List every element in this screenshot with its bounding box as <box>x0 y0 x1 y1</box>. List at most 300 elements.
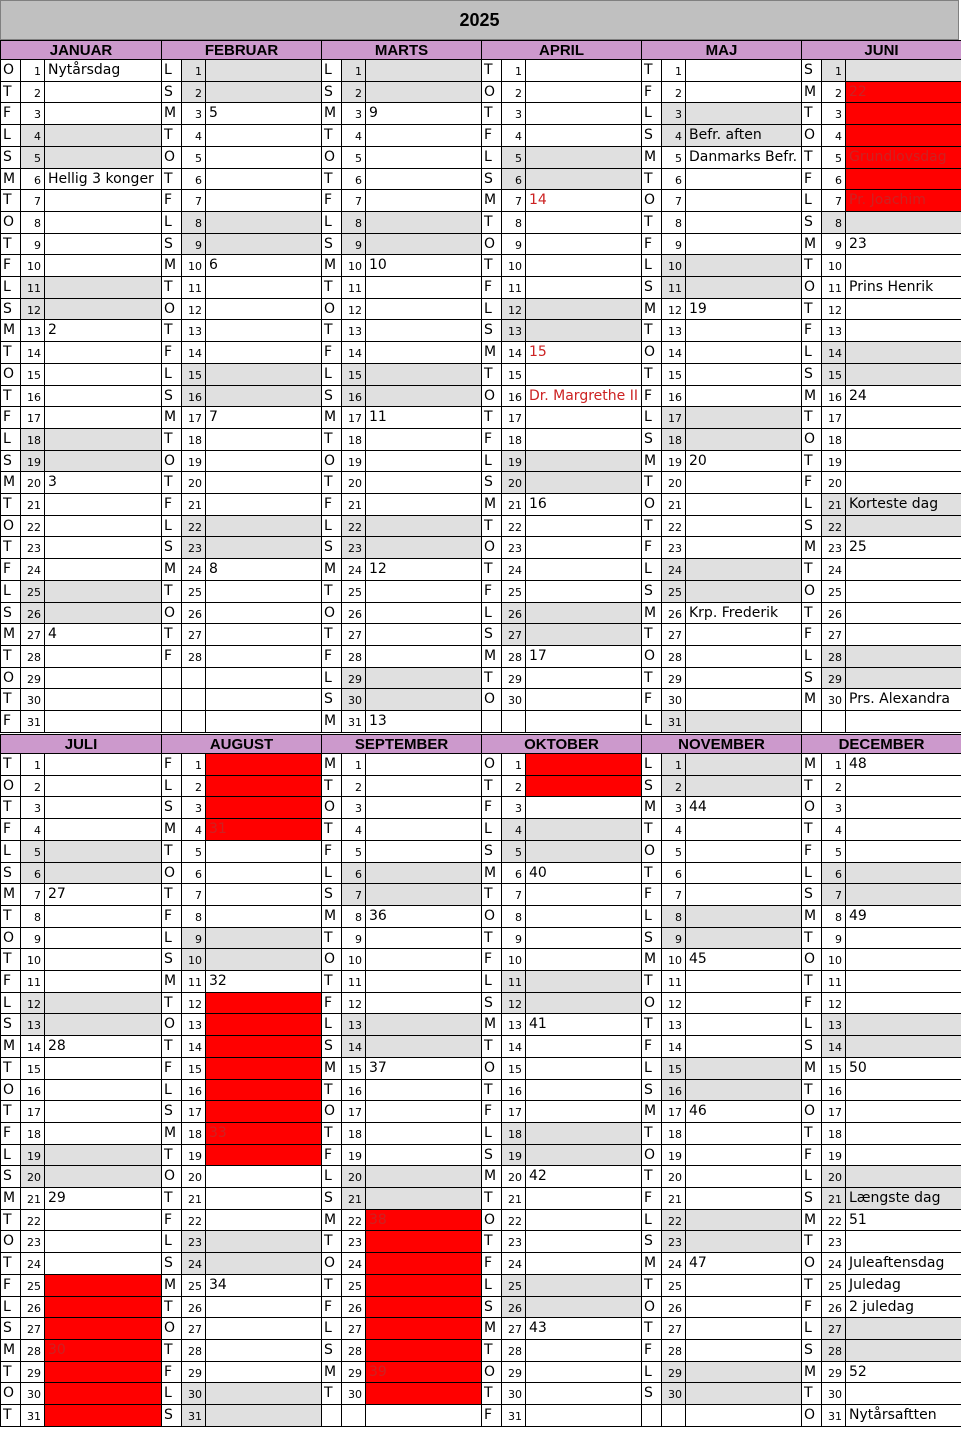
day-note <box>686 1145 801 1166</box>
day-number: 5 <box>502 841 526 862</box>
day-row <box>162 603 321 625</box>
day-note <box>526 125 641 146</box>
day-number: 14 <box>662 342 686 363</box>
day-row <box>1 190 161 212</box>
day-note <box>45 1166 161 1187</box>
day-number: 13 <box>342 1014 366 1035</box>
weekday-letter: S <box>642 1383 662 1404</box>
day-row <box>1 429 161 451</box>
day-row <box>482 819 641 841</box>
day-number: 8 <box>662 212 686 233</box>
day-number: 6 <box>21 169 45 190</box>
day-row <box>482 1383 641 1405</box>
day-note <box>526 906 641 927</box>
weekday-letter: L <box>322 516 342 537</box>
day-note: 48 <box>849 756 867 772</box>
weekday-letter: F <box>482 429 502 450</box>
day-row <box>1 1318 161 1340</box>
day-number: 19 <box>502 1145 526 1166</box>
day-number <box>502 711 526 732</box>
day-row <box>642 537 801 559</box>
day-number: 7 <box>662 884 686 905</box>
day-row <box>322 1275 481 1297</box>
month-februar <box>161 40 321 733</box>
day-row <box>802 949 961 971</box>
day-note <box>846 624 961 645</box>
day-number: 11 <box>182 971 206 992</box>
day-row <box>802 342 961 364</box>
day-row <box>1 234 161 256</box>
day-note <box>45 819 161 840</box>
weekday-letter: L <box>642 559 662 580</box>
day-number: 12 <box>182 299 206 320</box>
day-number: 11 <box>822 971 846 992</box>
day-note <box>45 147 161 168</box>
day-row <box>642 559 801 581</box>
day-row <box>322 581 481 603</box>
day-note <box>526 884 641 905</box>
day-note: 9 <box>369 105 378 122</box>
weekday-letter: S <box>482 169 502 190</box>
day-note <box>45 646 161 667</box>
day-number: 15 <box>662 364 686 385</box>
weekday-letter: M <box>802 386 822 407</box>
day-row <box>802 776 961 798</box>
day-note: 28 <box>48 1038 66 1055</box>
day-note <box>45 1405 161 1426</box>
day-row <box>482 234 641 256</box>
day-row <box>162 320 321 342</box>
day-number: 24 <box>342 1253 366 1274</box>
day-number: 30 <box>182 1383 206 1404</box>
weekday-letter: T <box>642 1014 662 1035</box>
weekday-letter: L <box>642 754 662 775</box>
day-number: 25 <box>342 581 366 602</box>
weekday-letter: F <box>642 884 662 905</box>
day-number: 14 <box>502 1036 526 1057</box>
day-row <box>802 1166 961 1188</box>
day-note <box>45 82 161 103</box>
day-number: 12 <box>662 299 686 320</box>
day-note: 38 <box>366 1210 481 1231</box>
weekday-letter: S <box>322 884 342 905</box>
day-number: 17 <box>182 1101 206 1122</box>
day-number: 25 <box>822 581 846 602</box>
day-row <box>802 255 961 277</box>
day-number: 13 <box>21 1014 45 1035</box>
weekday-letter: F <box>802 472 822 493</box>
day-row <box>1 819 161 841</box>
day-note <box>686 1188 801 1209</box>
day-number: 12 <box>342 299 366 320</box>
day-row <box>642 147 801 169</box>
day-number: 1 <box>502 60 526 81</box>
day-note <box>526 1123 641 1144</box>
day-number: 28 <box>822 646 846 667</box>
weekday-letter: T <box>482 1188 502 1209</box>
day-number: 26 <box>21 1297 45 1318</box>
day-number: 13 <box>21 320 45 341</box>
day-row <box>802 451 961 473</box>
day-note: Juleaftensdag <box>849 1255 945 1272</box>
day-note <box>206 429 321 450</box>
day-number: 25 <box>662 581 686 602</box>
day-row <box>1 646 161 668</box>
weekday-letter: O <box>642 993 662 1014</box>
weekday-letter: T <box>802 559 822 580</box>
day-row <box>162 1166 321 1188</box>
day-row <box>802 863 961 885</box>
day-number: 4 <box>662 819 686 840</box>
day-row <box>802 537 961 559</box>
weekday-letter: S <box>482 624 502 645</box>
day-number: 22 <box>21 1210 45 1231</box>
day-row <box>162 103 321 125</box>
day-row <box>1 754 161 776</box>
weekday-letter: T <box>322 125 342 146</box>
day-note <box>686 1058 801 1079</box>
day-row <box>482 581 641 603</box>
weekday-letter: L <box>322 212 342 233</box>
day-row <box>162 516 321 538</box>
day-row <box>162 169 321 191</box>
day-note <box>45 1123 161 1144</box>
day-note <box>45 407 161 428</box>
day-number <box>182 689 206 710</box>
day-note <box>206 646 321 667</box>
day-note <box>206 1383 321 1404</box>
day-row <box>802 472 961 494</box>
day-note: 32 <box>209 973 227 990</box>
weekday-letter: T <box>482 407 502 428</box>
day-note <box>526 1231 641 1252</box>
weekday-letter: O <box>162 1014 182 1035</box>
day-row <box>642 60 801 82</box>
day-row <box>482 906 641 928</box>
day-number: 25 <box>182 1275 206 1296</box>
day-row <box>162 863 321 885</box>
weekday-letter: O <box>322 147 342 168</box>
weekday-letter: F <box>642 1188 662 1209</box>
weekday-letter: O <box>322 299 342 320</box>
day-note <box>526 277 641 298</box>
day-note <box>526 82 641 103</box>
day-note <box>846 797 961 818</box>
day-note <box>45 1275 161 1296</box>
day-row <box>482 993 641 1015</box>
day-row <box>802 928 961 950</box>
weekday-letter: F <box>1 103 21 124</box>
day-row <box>162 1340 321 1362</box>
weekday-letter: T <box>802 299 822 320</box>
day-row <box>1 103 161 125</box>
weekday-letter: L <box>322 1014 342 1035</box>
day-number: 25 <box>662 1275 686 1296</box>
day-note: 47 <box>689 1255 707 1272</box>
weekday-letter: F <box>322 342 342 363</box>
weekday-letter <box>162 668 182 689</box>
weekday-letter: T <box>642 1318 662 1339</box>
weekday-letter: S <box>802 1340 822 1361</box>
weekday-letter: M <box>162 819 182 840</box>
day-row <box>1 1383 161 1405</box>
weekday-letter: L <box>482 819 502 840</box>
day-note <box>366 1253 481 1274</box>
weekday-letter: O <box>322 451 342 472</box>
day-note: Prs. Alexandra <box>849 691 950 708</box>
day-row <box>322 169 481 191</box>
day-note <box>686 1231 801 1252</box>
weekday-letter: T <box>642 819 662 840</box>
weekday-letter: O <box>1 776 21 797</box>
weekday-letter: S <box>1 451 21 472</box>
day-row <box>1 1231 161 1253</box>
day-row <box>1 797 161 819</box>
day-number: 13 <box>182 320 206 341</box>
day-number: 30 <box>342 689 366 710</box>
first-half-year <box>0 40 961 734</box>
day-row <box>322 754 481 776</box>
weekday-letter: F <box>322 1297 342 1318</box>
day-number: 1 <box>21 60 45 81</box>
day-note <box>686 60 801 81</box>
day-number: 20 <box>182 1166 206 1187</box>
day-number: 22 <box>822 516 846 537</box>
day-row <box>1 1405 161 1427</box>
day-number: 6 <box>662 169 686 190</box>
day-note <box>366 472 481 493</box>
day-note: 12 <box>369 561 387 578</box>
weekday-letter: F <box>162 1362 182 1383</box>
day-note: 34 <box>209 1276 227 1293</box>
weekday-letter: T <box>802 1275 822 1296</box>
weekday-letter: S <box>642 1080 662 1101</box>
day-row <box>322 1210 481 1232</box>
day-number: 18 <box>342 429 366 450</box>
day-note <box>526 516 641 537</box>
day-row <box>482 689 641 711</box>
weekday-letter: M <box>802 906 822 927</box>
day-row <box>322 190 481 212</box>
day-note <box>366 668 481 689</box>
day-note: 3 <box>48 474 57 491</box>
day-number: 6 <box>182 863 206 884</box>
weekday-letter: T <box>162 624 182 645</box>
weekday-letter: L <box>1 1145 21 1166</box>
day-row <box>322 646 481 668</box>
weekday-letter: O <box>482 1058 502 1079</box>
weekday-letter: O <box>642 841 662 862</box>
day-number: 8 <box>342 212 366 233</box>
day-row <box>482 1210 641 1232</box>
day-row <box>1 1362 161 1384</box>
day-note <box>206 190 321 211</box>
day-row <box>482 364 641 386</box>
day-number: 11 <box>21 971 45 992</box>
day-row <box>322 624 481 646</box>
month-header: JUNI <box>802 40 961 60</box>
day-row <box>1 472 161 494</box>
day-row <box>162 494 321 516</box>
day-number: 20 <box>822 472 846 493</box>
day-number: 23 <box>502 537 526 558</box>
day-row <box>642 82 801 104</box>
day-row <box>162 1036 321 1058</box>
day-number: 4 <box>502 819 526 840</box>
day-number: 16 <box>502 386 526 407</box>
day-row <box>642 971 801 993</box>
day-row <box>162 386 321 408</box>
weekday-letter: T <box>1 1058 21 1079</box>
day-number: 31 <box>342 711 366 732</box>
weekday-letter: F <box>1 819 21 840</box>
day-note <box>366 1297 481 1318</box>
day-note <box>526 1080 641 1101</box>
day-number: 15 <box>21 1058 45 1079</box>
weekday-letter: L <box>1 581 21 602</box>
day-note <box>686 342 801 363</box>
day-note: 22 <box>846 82 961 103</box>
day-number: 29 <box>822 1362 846 1383</box>
weekday-letter: T <box>802 1231 822 1252</box>
weekday-letter: F <box>802 320 822 341</box>
day-number: 29 <box>21 1362 45 1383</box>
day-number: 22 <box>342 516 366 537</box>
day-number: 6 <box>502 863 526 884</box>
day-row <box>1 299 161 321</box>
day-row <box>1 1123 161 1145</box>
day-row <box>802 60 961 82</box>
day-row <box>802 1275 961 1297</box>
day-note <box>45 559 161 580</box>
weekday-letter: F <box>1 711 21 732</box>
weekday-letter: F <box>162 1058 182 1079</box>
weekday-letter: L <box>1 429 21 450</box>
day-note <box>206 147 321 168</box>
day-number: 24 <box>662 1253 686 1274</box>
day-row <box>1 451 161 473</box>
day-note: 41 <box>529 1016 547 1033</box>
day-note <box>206 797 321 818</box>
day-number: 3 <box>502 797 526 818</box>
weekday-letter: M <box>1 1188 21 1209</box>
weekday-letter: F <box>1 255 21 276</box>
day-row <box>162 125 321 147</box>
day-row <box>162 797 321 819</box>
day-row <box>482 754 641 776</box>
day-row <box>1 516 161 538</box>
weekday-letter: T <box>482 1036 502 1057</box>
weekday-letter: M <box>802 689 822 710</box>
day-note: 2 <box>48 322 57 339</box>
day-row <box>802 299 961 321</box>
weekday-letter: T <box>642 516 662 537</box>
day-row <box>162 841 321 863</box>
day-row <box>642 494 801 516</box>
weekday-letter: L <box>162 364 182 385</box>
day-number: 5 <box>21 841 45 862</box>
day-note: 8 <box>209 561 218 578</box>
weekday-letter: O <box>162 603 182 624</box>
day-note <box>366 1145 481 1166</box>
weekday-letter: S <box>1 1166 21 1187</box>
weekday-letter: F <box>322 494 342 515</box>
day-row <box>642 797 801 819</box>
weekday-letter: M <box>482 646 502 667</box>
day-note <box>206 1253 321 1274</box>
day-note <box>526 1101 641 1122</box>
day-number: 14 <box>342 342 366 363</box>
day-note <box>686 711 801 732</box>
weekday-letter: L <box>162 212 182 233</box>
day-note <box>206 169 321 190</box>
weekday-letter: T <box>322 819 342 840</box>
weekday-letter: S <box>162 386 182 407</box>
day-row <box>1 364 161 386</box>
day-note <box>206 928 321 949</box>
day-row <box>322 234 481 256</box>
weekday-letter: T <box>162 169 182 190</box>
day-note: 50 <box>849 1059 867 1076</box>
weekday-letter: O <box>1 1383 21 1404</box>
day-row <box>162 581 321 603</box>
day-note <box>686 472 801 493</box>
weekday-letter: F <box>482 581 502 602</box>
day-number: 22 <box>21 516 45 537</box>
day-row <box>482 60 641 82</box>
day-number: 12 <box>822 299 846 320</box>
day-number: 3 <box>342 797 366 818</box>
day-note <box>45 668 161 689</box>
day-note <box>686 234 801 255</box>
day-row <box>482 1231 641 1253</box>
day-note <box>366 169 481 190</box>
day-note <box>526 364 641 385</box>
day-note <box>846 668 961 689</box>
weekday-letter: M <box>642 451 662 472</box>
day-number: 9 <box>182 234 206 255</box>
day-note <box>686 581 801 602</box>
day-number: 7 <box>21 190 45 211</box>
day-number: 22 <box>502 1210 526 1231</box>
day-row <box>802 884 961 906</box>
day-note <box>846 1340 961 1361</box>
day-note <box>45 1253 161 1274</box>
weekday-letter: S <box>1 147 21 168</box>
weekday-letter: S <box>162 1405 182 1426</box>
day-row <box>482 1036 641 1058</box>
day-note <box>45 689 161 710</box>
day-note: 15 <box>529 344 547 361</box>
day-note <box>366 60 481 81</box>
day-number: 25 <box>502 581 526 602</box>
day-note <box>526 234 641 255</box>
day-number: 24 <box>822 559 846 580</box>
day-note <box>45 190 161 211</box>
day-number: 12 <box>662 993 686 1014</box>
day-note <box>45 1080 161 1101</box>
weekday-letter: O <box>802 1253 822 1274</box>
day-row <box>162 884 321 906</box>
month-september <box>321 734 481 1427</box>
day-number: 21 <box>502 494 526 515</box>
day-row <box>642 819 801 841</box>
day-row <box>642 603 801 625</box>
day-number: 9 <box>662 234 686 255</box>
day-number: 3 <box>662 103 686 124</box>
day-row <box>162 451 321 473</box>
day-number: 10 <box>21 255 45 276</box>
